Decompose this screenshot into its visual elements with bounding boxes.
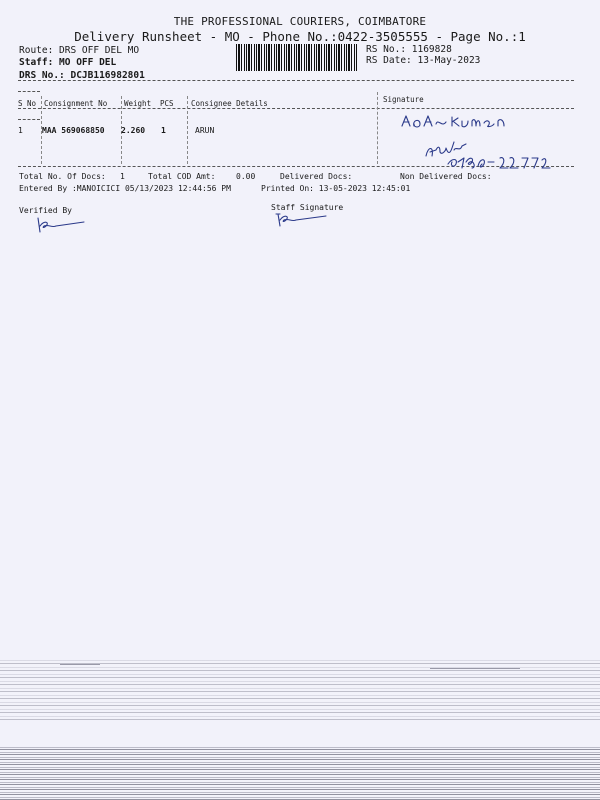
- col-header-signature: Signature: [383, 95, 424, 104]
- row-sno: 1: [18, 126, 23, 135]
- company-name: THE PROFESSIONAL COURIERS, COIMBATORE: [173, 15, 427, 28]
- scan-noise-band: [0, 660, 600, 720]
- route-label: Route: DRS OFF DEL MO: [19, 45, 140, 56]
- barcode: [236, 44, 358, 71]
- entered-by: Entered By :MANOICICI 05/13/2023 12:44:56 PM: [19, 184, 231, 193]
- col-header-weight: Weight: [124, 99, 152, 108]
- staff-signature-label: Staff Signature: [271, 203, 344, 212]
- delivered-docs-label: Delivered Docs:: [280, 172, 353, 181]
- column-header-rule: [18, 108, 574, 109]
- total-docs-value: 1: [120, 172, 125, 181]
- column-divider: [377, 92, 378, 164]
- staff-label: Staff: MO OFF DEL: [19, 57, 117, 68]
- rs-number: RS No.: 1169828: [366, 44, 452, 55]
- verified-by-label: Verified By: [19, 206, 72, 215]
- row-weight: 2.260: [121, 126, 146, 135]
- total-cod-label: Total COD Amt:: [148, 172, 216, 181]
- staff-signature: [274, 210, 334, 228]
- verifier-signature: [34, 216, 94, 234]
- header-short-rule: [18, 91, 40, 92]
- header-rule: [18, 80, 574, 81]
- row-short-rule: [18, 119, 40, 120]
- total-docs-label: Total No. Of Docs:: [19, 172, 106, 181]
- non-delivered-docs-label: Non Delivered Docs:: [400, 172, 492, 181]
- printed-on: Printed On: 13-05-2023 12:45:01: [261, 184, 411, 193]
- col-header-consignment: Consignment No: [44, 99, 108, 108]
- row-consignment: MAA 569068850: [42, 126, 105, 135]
- col-header-consignee: Consignee Details: [191, 99, 268, 108]
- drs-number: DRS No.: DCJB116982801: [19, 70, 145, 81]
- column-divider: [187, 96, 188, 164]
- col-header-pcs: PCS: [160, 99, 174, 108]
- rs-date: RS Date: 13-May-2023: [366, 55, 481, 66]
- scan-noise-band: [0, 745, 600, 800]
- row-pcs: 1: [161, 126, 166, 135]
- col-header-sno: S No: [18, 99, 37, 108]
- total-cod-value: 0.00: [236, 172, 256, 181]
- row-consignee: ARUN: [195, 126, 215, 135]
- runsheet-title: Delivery Runsheet - MO - Phone No.:0422-3505555 - Page No.:1: [74, 29, 526, 44]
- recipient-signature: [396, 112, 576, 168]
